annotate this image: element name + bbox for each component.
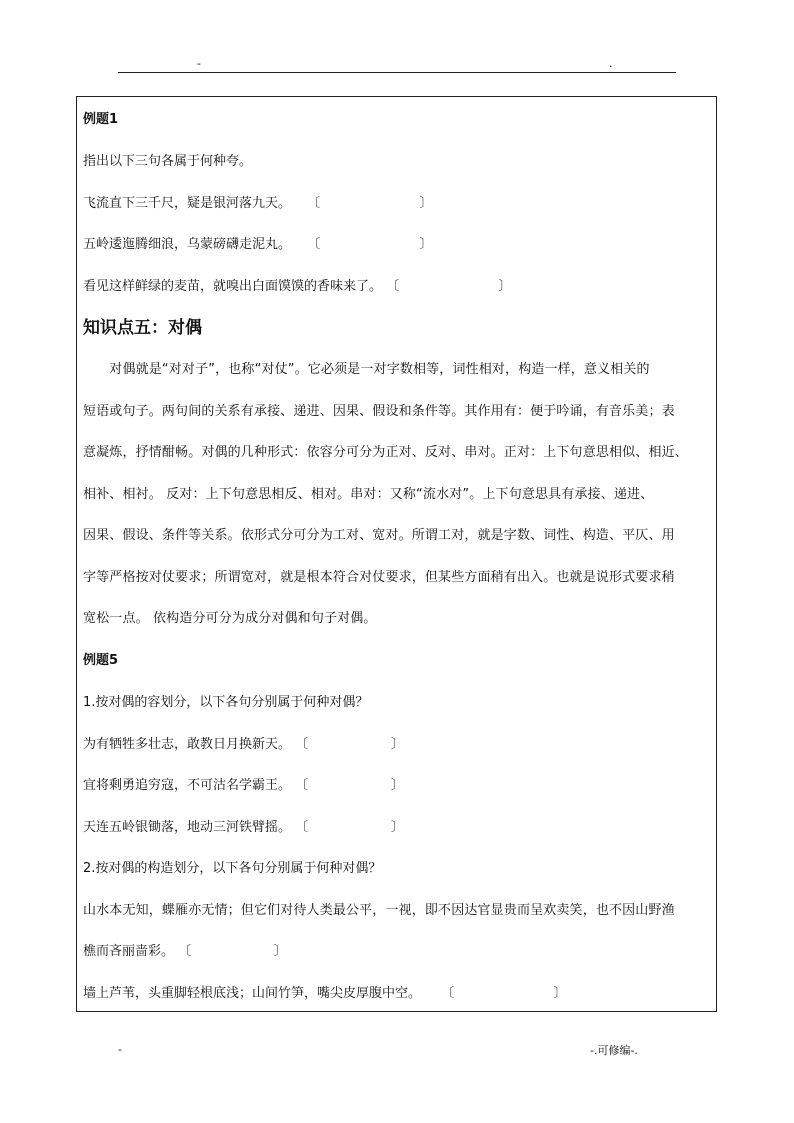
example5-title: 例题5 (83, 653, 119, 668)
section-heading: 知识点五：对偶 (83, 318, 202, 338)
answer-blank[interactable]: 〔 〕 (178, 944, 287, 959)
paragraph-line: 宽松一点。 依构造分可分为成分对偶和句子对偶。 (83, 611, 377, 626)
example5-q1-item-2 (83, 777, 404, 795)
answer-blank[interactable]: 〔 〕 (441, 986, 567, 1001)
answer-blank[interactable]: 〔 〕 (295, 778, 404, 793)
example5-question-1: 1.按对偶的容划分，以下各句分别属于何种对偶？ (83, 695, 369, 710)
header-rule (118, 72, 676, 73)
paragraph-line: 因果、假设、条件等关系。依形式分可分为工对、宽对。所谓工对，就是字数、词性、构造、平仄、用 (83, 528, 675, 543)
answer-blank[interactable]: 〔 〕 (307, 237, 433, 252)
example5-q1-item-1 (83, 736, 404, 754)
paragraph-line: 短语或句子。两句间的关系有承接、递进、因果、假设和条件等。其作用有：便于吟诵，有音乐美；表 (83, 404, 675, 419)
example1-item-1-text: 飞流直下三千尺，疑是银河落九天。 (83, 196, 292, 211)
paragraph-line: 对偶就是“对对子”，也称“对仗”。它必须是一对字数相等，词性相对，构造一样，意义相关的 (83, 362, 650, 377)
example1-prompt: 指出以下三句各属于何种夸。 (83, 154, 253, 169)
header-left-mark: - (197, 57, 201, 70)
example1-item-2 (83, 236, 432, 254)
example1-item-3-text: 看见这样鲜绿的麦苗，就嗅出白面馍馍的香味来了。 (83, 279, 383, 294)
example1-item-3 (83, 278, 511, 296)
answer-blank[interactable]: 〔 〕 (307, 196, 433, 211)
example5-q1-item-2-text: 宜将剩勇追穷寇，不可沽名学霸王。 (83, 778, 292, 793)
paragraph-line: 字等严格按对仗要求；所谓宽对，就是根本符合对仗要求，但某些方面稍有出入。也就是说形式要求稍 (83, 570, 675, 585)
example5-q2-item-1-line-1: 山水本无知，蝶雁亦无情；但它们对待人类最公平，一视，即不因达官显贵而呈欢卖笑，也不因山野渔 (83, 903, 675, 918)
answer-blank[interactable]: 〔 〕 (386, 279, 512, 294)
example5-q1-item-3-text: 天连五岭银锄落，地动三河铁臂摇。 (83, 820, 292, 835)
example5-q1-item-3 (83, 819, 404, 837)
paragraph-line: 相补、相衬。 反对：上下句意思相反、相对。串对：又称“流水对”。上下句意思具有承接、递进、 (83, 487, 654, 502)
header-right-mark: . (609, 57, 613, 70)
paragraph-line: 意凝炼，抒情酣畅。对偶的几种形式：依容分可分为正对、反对、串对。正对：上下句意思相似、相近、 (83, 445, 688, 460)
example5-q2-item-2 (83, 985, 566, 1003)
footer-right-text: -.可修编-. (590, 1044, 638, 1057)
example5-q2-item-2-text: 墙上芦苇，头重脚轻根底浅；山间竹笋，嘴尖皮厚腹中空。 (83, 986, 422, 1001)
example1-title: 例题1 (83, 112, 119, 127)
example5-q1-item-1-text: 为有牺牲多壮志，敢教日月换新天。 (83, 737, 292, 752)
example5-q2-item-1-line-2 (83, 943, 287, 961)
example5-question-2: 2.按对偶的构造划分，以下各句分别属于何种对偶？ (83, 861, 382, 876)
answer-blank[interactable]: 〔 〕 (295, 820, 404, 835)
answer-blank[interactable]: 〔 〕 (295, 737, 404, 752)
example1-item-2-text: 五岭逶迤腾细浪，乌蒙磅礴走泥丸。 (83, 237, 292, 252)
example1-item-1 (83, 195, 432, 213)
example5-q2-item-1-text: 樵而吝丽啬彩。 (83, 944, 175, 959)
footer-left-mark: - (118, 1043, 122, 1056)
